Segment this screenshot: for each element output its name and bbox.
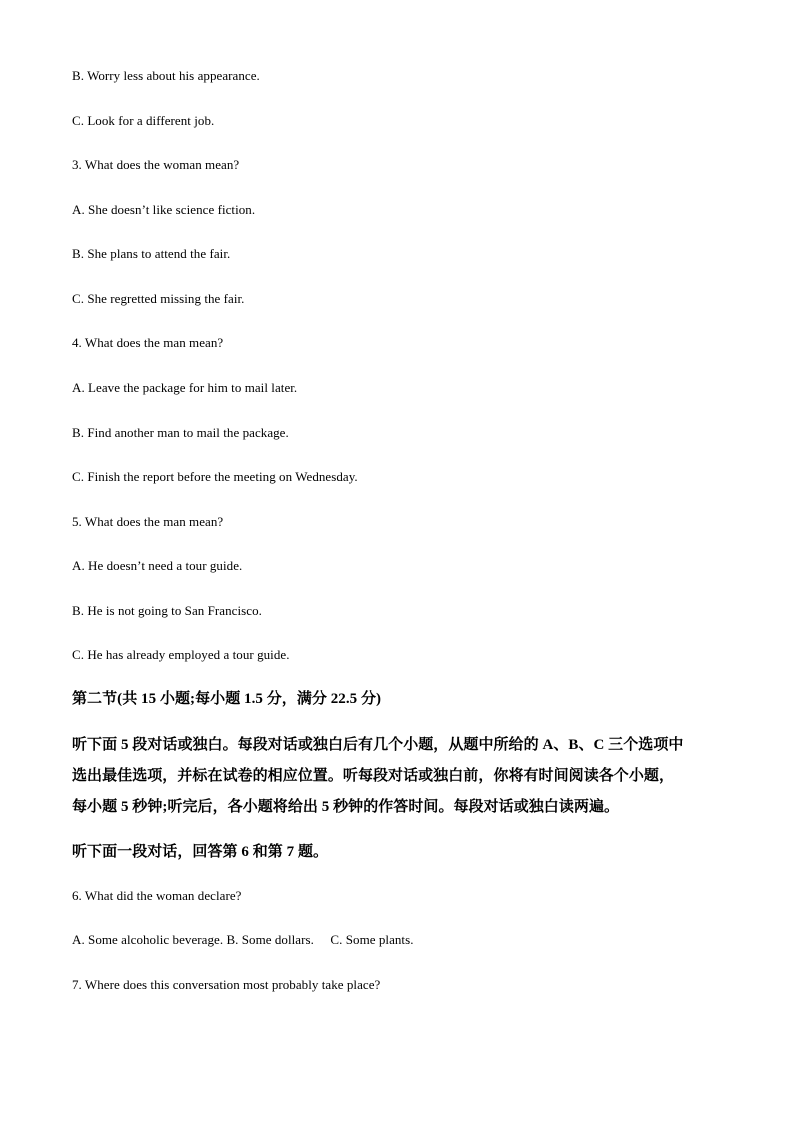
option-3b: B. She plans to attend the fair.	[72, 246, 231, 261]
option-4a: A. Leave the package for him to mail later.	[72, 380, 298, 395]
option-5c: C. He has already employed a tour guide.	[72, 647, 290, 662]
option-2b: B. Worry less about his appearance.	[72, 68, 260, 83]
sub-heading: 听下面一段对话，回答第 6 和第 7 题。	[72, 844, 329, 860]
option-4c: C. Finish the report before the meeting on Wednesday.	[72, 469, 358, 484]
question-3: 3. What does the woman mean?	[72, 157, 240, 172]
instructions-line-3: 每小题 5 秒钟;听完后，各小题将给出 5 秒钟的作答时间。每段对话或独白读两遍。	[72, 799, 620, 815]
option-5b: B. He is not going to San Francisco.	[72, 603, 262, 618]
section-heading: 第二节(共 15 小题;每小题 1.5 分，满分 22.5 分)	[72, 691, 382, 707]
option-4b: B. Find another man to mail the package.	[72, 425, 289, 440]
option-5a: A. He doesn’t need a tour guide.	[72, 558, 243, 573]
instructions-line-1: 听下面 5 段对话或独白。每段对话或独白后有几个小题，从题中所给的 A、B、C 三个选项中	[72, 737, 684, 753]
option-2c: C. Look for a different job.	[72, 113, 215, 128]
instructions-line-2: 选出最佳选项，并标在试卷的相应位置。听每段对话或独白前，你将有时间阅读各个小题，	[72, 768, 675, 784]
question-6: 6. What did the woman declare?	[72, 888, 242, 903]
question-4: 4. What does the man mean?	[72, 335, 224, 350]
question-7: 7. Where does this conversation most probably take place?	[72, 977, 381, 992]
option-3a: A. She doesn’t like science fiction.	[72, 202, 256, 217]
option-3c: C. She regretted missing the fair.	[72, 291, 245, 306]
question-5: 5. What does the man mean?	[72, 514, 224, 529]
question-6-options: A. Some alcoholic beverage. B. Some dollars. C. Some plants.	[72, 932, 414, 947]
